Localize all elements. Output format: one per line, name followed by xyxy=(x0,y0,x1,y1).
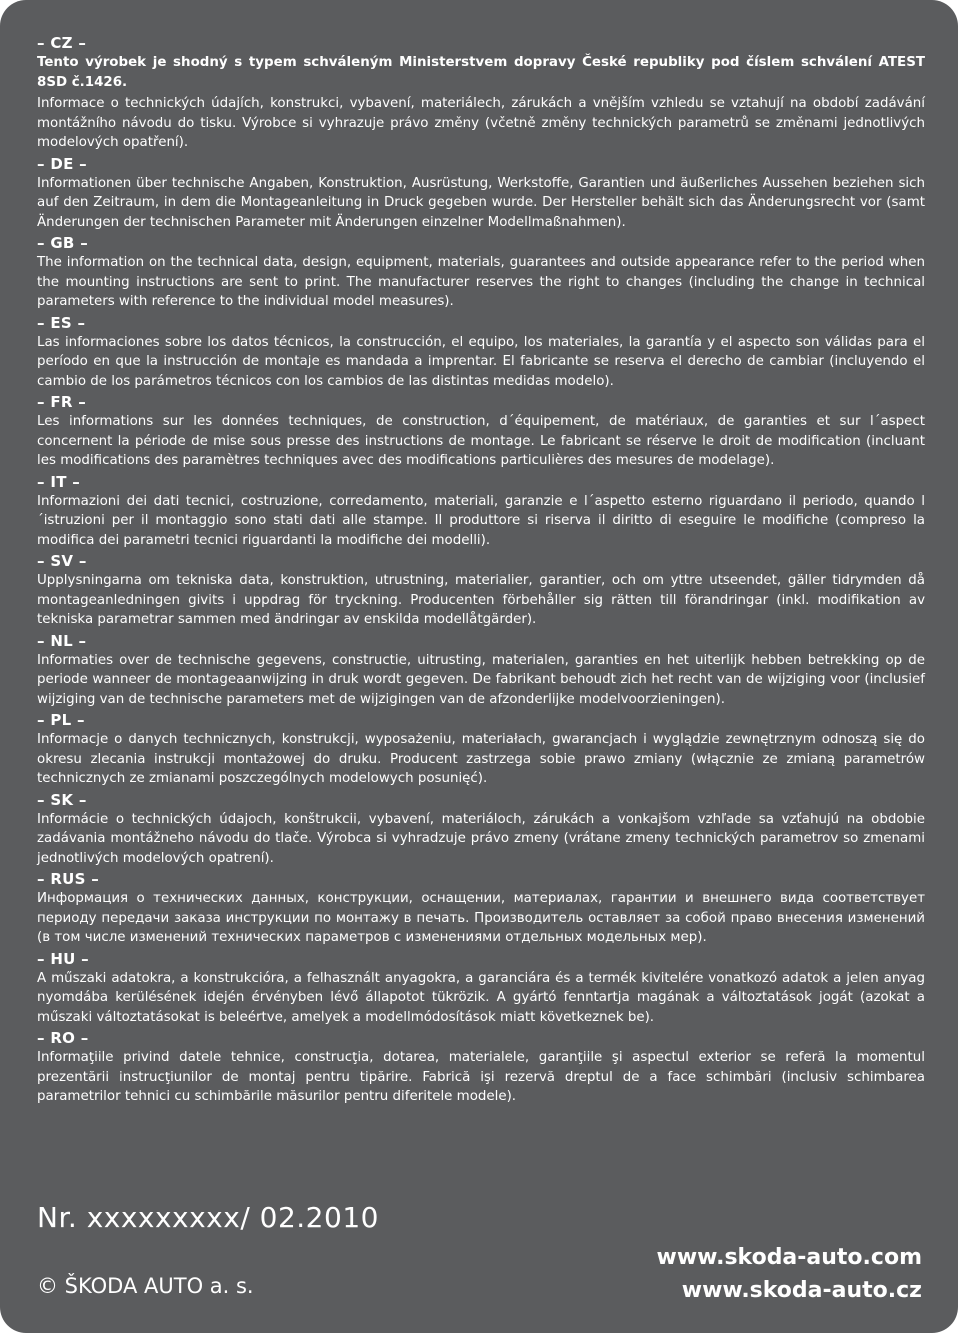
section-heading: – GB – xyxy=(37,234,88,252)
section-text: Las informaciones sobre los datos técnicos, la construcción, el equipo, los materiales, la garantía y el aspecto son válidas para el período en que la instrucción de montaje es mandada a imprentar. El fabricante se reserva el derecho de cambiar (incluyendo el cambio de los parámetros técnicos con los cambios de las distintas medidas modelo). xyxy=(37,334,925,389)
section-text: Upplysningarna om tekniska data, konstruktion, utrustning, materialier, garantier, och om yttre utseendet, gäller tidrymden då montageanledningen givits i uppdrag för tryckning. Producenten förbehåller sig rätten till förandringar (inkl. modifikation av tekniska parametrar sammen med ändringar av enskilda modellåtgärder). xyxy=(37,573,925,627)
website-link-cz[interactable]: www.skoda-auto.cz xyxy=(681,1278,922,1303)
section-text: Informaţiile privind datele tehnice, construcţia, dotarea, materialele, garanţiile şi aspectul exterior se referă la momentul prezentării instrucţiunilor de montaj pentru tipărire. Fabrică işi rezervă dreptul de a face schimbări (inclusiv schimbarea parametrilor tehnici cu schimbările măsurilor pentru diferitele modele). xyxy=(37,1050,925,1104)
approval-statement: Tento výrobek je shodný s typem schváleným Ministerstvem dopravy České republiky pod číslem schválení ATEST 8SD č.1426. xyxy=(37,55,925,90)
section-text: Informaties over de technische gegevens, constructie, uitrusting, materialen, garanties en het uiterlijk hebben betrekking op de periode wanneer de montageaanwijzing in druk wordt gegeven. De fabrikant behoudt zich het recht van de wijziging voor (inclusief wijziging van de technische parameters met de wijzigingen van de afzonderlijke modelvoorzieningen). xyxy=(37,652,925,707)
section-es xyxy=(37,314,925,392)
section-text: Informácie o technických údajoch, konštrukcii, vybavení, materiáloch, zárukách a vonkajšom vzhľade sa vzťahujú na obdobie zadávania montážneho návodu do tlače. Výrobca si vyhradzuje právo zmeny (vrátane zmeny technických parametrov so zmenami jednotlivých modelových opatrení). xyxy=(37,811,925,866)
section-heading: – FR – xyxy=(37,393,87,411)
section-heading: – SV – xyxy=(37,552,87,570)
section-heading: – SK – xyxy=(37,790,87,809)
section-text: The information on the technical data, design, equipment, materials, guarantees and outside appearance refer to the period when the mounting instructions are sent to print. The manufacturer reserves the right to changes (including the change in technical parameters with reference to the individual model measures). xyxy=(37,255,925,309)
section-ro xyxy=(37,1029,925,1107)
document-number: Nr. xxxxxxxxx/ 02.2010 xyxy=(37,1201,379,1234)
section-text: Informace o technických údajích, konstrukci, vybavení, materiálech, zárukách a vnějším vzhledu se vztahují na období zadávání montážního návodu do tisku. Výrobce si vyhrazuje právo změny (včetně změny technických parametrů se změnami jednotlivých modelových opatření). xyxy=(37,96,925,150)
section-text: Informazioni dei dati tecnici, costruzione, corredamento, materiali, garanzie e l´aspetto esterno riguardano il periodo, quando l´istruzioni per il montaggio sono stati dati alle stampe. Il produttore si riserva il diritto di eseguire le modifiche (compreso la modifica dei parametri tecnici riguardanti la modifiche dei modelli). xyxy=(37,493,925,548)
section-it xyxy=(37,473,925,551)
section-heading: – DE – xyxy=(37,154,87,173)
language-sections xyxy=(37,34,925,1109)
copyright-notice: © ŠKODA AUTO a. s. xyxy=(37,1274,254,1298)
section-gb xyxy=(37,234,925,312)
section-heading: – RUS – xyxy=(37,870,100,888)
section-pl xyxy=(37,711,925,789)
section-heading: – RO – xyxy=(37,1029,89,1047)
section-heading: – PL – xyxy=(37,711,85,729)
section-nl xyxy=(37,632,925,710)
section-text: A műszaki adatokra, a konstrukcióra, a felhasznált anyagokra, a garanciára és a termék kivitelére vonatkozó adatok a jelen anyag nyomdába kerülésének idején érvényben lévő állapotot tükrözik. A gyártó fenntartja magának a változtatások jogát (azokat a műszaki változtatásokat is beleértve, amelyek a modellmódosítások miatt következnek be). xyxy=(37,970,925,1025)
section-heading: – HU – xyxy=(37,949,89,968)
section-rus xyxy=(37,870,925,948)
section-text: Информация о технических данных, конструкции, оснащении, материалах, гарантии и внешнего вида соответствует периоду передачи заказа инструкции по монтажу в печать. Производитель оставляет за собой право внесения изменений (в том числе изменений технических параметров с изменениями отдельных модельных мер). xyxy=(37,891,925,945)
section-fr xyxy=(37,393,925,471)
section-text: Les informations sur les données techniques, de construction, d´équipement, de matériaux, de garanties et sur l´aspect concernent la période de mise sous presse des instructions de montage. Le fabricant se réserve le droit de modification (incluant les modifications des paramètres techniques avec des modifications particulières des mesures de modelage). xyxy=(37,414,925,468)
section-text: Informationen über technische Angaben, Konstruktion, Ausrüstung, Werkstoffe, Garantien und äußerliches Aussehen beziehen sich auf den Zeitraum, in dem die Montageanleitung in Druck gegeben wurde. Der Hersteller behält sich das Änderungsrecht vor (samt Änderungen der technischen Parameter mit Änderungen einzelner Modellmaßnahmen). xyxy=(37,175,925,230)
section-text: Informacje o danych technicznych, konstrukcji, wyposażeniu, materiałach, gwarancjach i wyglądzie zewnętrznym odnoszą się do okresu zlecania instrukcji montażowej do druku. Producent zastrzega sobie prawo zmiany (włącznie ze zmianą parametrów technicznych ze zmianami poszczególnych modelowych posunięć). xyxy=(37,732,925,786)
section-heading: – ES – xyxy=(37,313,86,332)
section-cz xyxy=(37,34,925,153)
section-heading: – CZ – xyxy=(37,34,87,52)
section-de xyxy=(37,155,925,233)
website-link-com[interactable]: www.skoda-auto.com xyxy=(656,1245,922,1270)
section-sv xyxy=(37,552,925,630)
section-heading: – IT – xyxy=(37,472,81,491)
section-sk xyxy=(37,791,925,869)
section-hu xyxy=(37,950,925,1028)
section-heading: – NL – xyxy=(37,631,87,650)
